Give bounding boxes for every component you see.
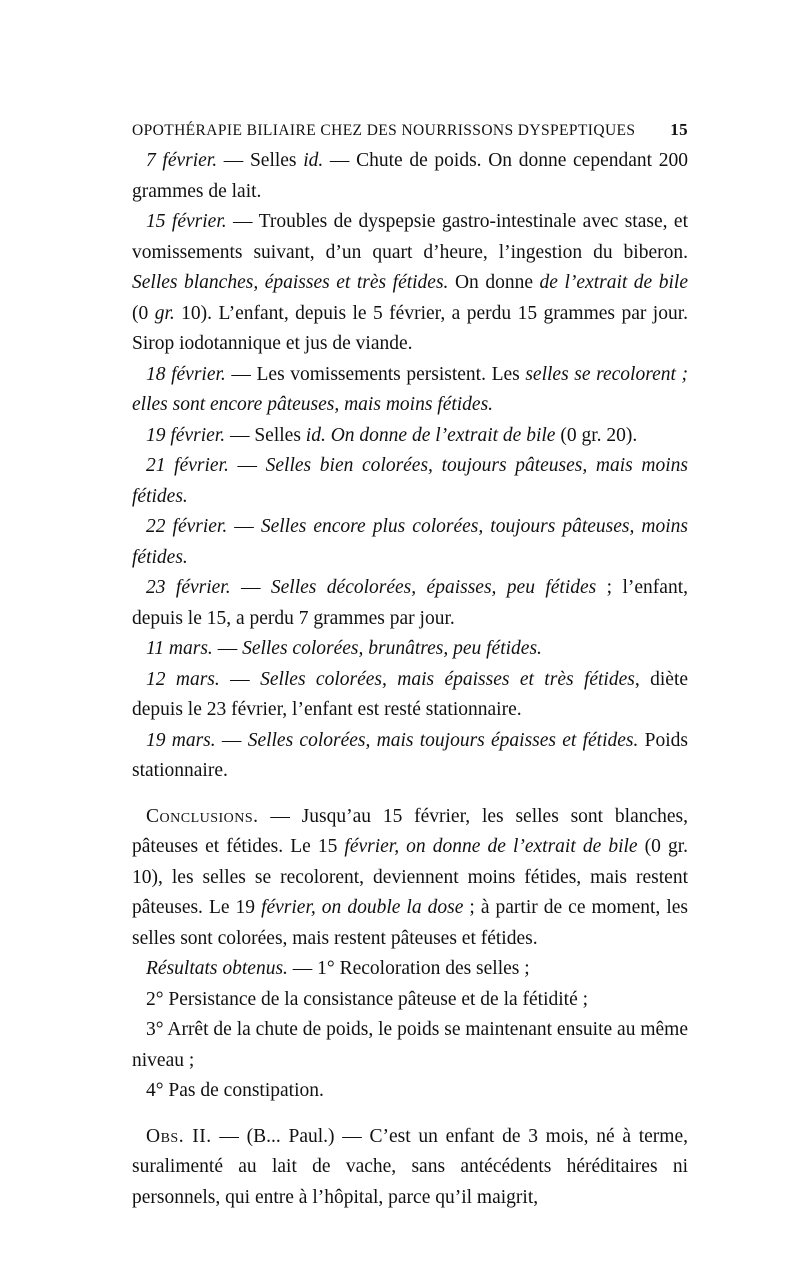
italic-run: gr.	[154, 302, 175, 324]
text-run: (0 gr. 20).	[555, 424, 638, 446]
paragraph	[132, 207, 688, 360]
italic-run: Selles encore plus colorées, toujours pâteuses, moins fétides.	[132, 516, 689, 568]
italic-run: Selles colorées, mais toujours épaisses et fétides.	[247, 729, 639, 751]
italic-run: 18 février.	[146, 363, 226, 385]
paragraph	[132, 1076, 688, 1107]
text-run: —	[215, 729, 248, 751]
running-title: OPOTHÉRAPIE BILIAIRE CHEZ DES NOURRISSONS DYSPEPTIQUES	[132, 122, 636, 139]
italic-run: selles se recolorent ; elles sont encore pâteuses, mais moins fétides.	[132, 363, 688, 415]
italic-run: 22 février.	[146, 516, 228, 537]
paragraph	[132, 146, 688, 207]
text-run: , diète depuis le 23 février, l’enfant est resté stationnaire.	[132, 668, 689, 720]
italic-run: 19 mars.	[146, 729, 216, 751]
text-run: 3° Arrêt de la chute de poids, le poids se maintenant ensuite au même niveau ;	[132, 1019, 688, 1071]
text-run: —	[212, 638, 243, 659]
small-caps-run: Conclusions.	[146, 805, 259, 827]
paragraph	[132, 665, 688, 726]
text-run: —	[219, 668, 261, 690]
italic-run: Selles décolorées, épaisses, peu fétides	[270, 577, 597, 598]
text-run: 4° Pas de constipation.	[146, 1080, 324, 1101]
body-text	[132, 146, 688, 1213]
page-number: 15	[670, 120, 688, 139]
italic-run: Selles colorées, brunâtres, peu fétides.	[242, 638, 542, 659]
text-run: — Les vomissements persistent. Les	[225, 363, 526, 385]
paragraph	[132, 421, 688, 452]
text-run: ; à partir de ce moment, les selles sont colorées, mais restent pâteuses et fétides.	[132, 897, 688, 949]
paragraph	[132, 634, 688, 665]
text-run: (0 gr. 10), les selles se recolorent, deviennent moins fétides, mais restent pâteuses. Le 19	[132, 836, 688, 918]
italic-run: Résultats obtenus.	[146, 958, 288, 979]
text-run: — Chute de poids. On donne cependant 200 grammes de lait.	[132, 150, 688, 202]
text-run: 2° Persistance de la consistance pâteuse et de la fétidité ;	[146, 988, 589, 1010]
paragraph	[132, 360, 688, 421]
paragraph	[132, 985, 688, 1016]
italic-run: id. On donne de l’extrait de bile	[305, 424, 556, 446]
small-caps-run: Obs. II.	[146, 1125, 212, 1147]
paragraph	[132, 1122, 688, 1214]
text-run: ; l’enfant, depuis le 15, a perdu 7 grammes par jour.	[132, 577, 688, 629]
italic-run: 11 mars.	[146, 638, 213, 659]
paragraph	[132, 451, 688, 512]
paragraph	[132, 954, 688, 985]
text-run: — (B... Paul.) — C’est un enfant de 3 mois, né à terme, suralimenté au lait de vache, sans antécédents héréditaires ni personnels, qui entre à l’hôpital, parce qu’il maigrit,	[132, 1125, 688, 1208]
paragraph	[132, 726, 688, 787]
text-run: — Selles	[225, 424, 306, 446]
paragraph	[132, 573, 688, 634]
italic-run: de l’extrait de bile	[539, 272, 688, 293]
text-run: 10). L’enfant, depuis le 5 février, a perdu 15 grammes par jour. Sirop iodotannique et jus de viande.	[132, 302, 688, 354]
italic-run: id.	[303, 150, 324, 171]
text-run: — Jusqu’au 15 février, les selles sont blanches, pâteuses et fétides. Le 15	[132, 805, 688, 857]
paragraph	[132, 1015, 688, 1076]
italic-run: 21 février.	[146, 455, 229, 476]
text-run: (0	[132, 302, 155, 324]
text-run: —	[230, 577, 271, 598]
text-run: Poids stationnaire.	[132, 729, 689, 781]
text-run: — 1° Recoloration des selles ;	[287, 958, 530, 979]
italic-run: 12 mars.	[146, 668, 220, 690]
italic-run: Selles colorées, mais épaisses et très fétides	[260, 668, 635, 690]
italic-run: 15 février.	[146, 211, 227, 232]
text-run: On donne	[448, 272, 540, 293]
running-header	[132, 120, 688, 140]
italic-run: Selles blanches, épaisses et très fétides.	[132, 272, 449, 293]
italic-run: 7 février.	[146, 150, 218, 171]
text-run: — Troubles de dyspepsie gastro-intestinale avec stase, et vomissements suivant, d’un quart d’heure, l’ingestion du biberon.	[132, 211, 688, 263]
paragraph	[132, 512, 688, 573]
italic-run: Selles bien colorées, toujours pâteuses, mais moins fétides.	[132, 455, 688, 507]
paragraph	[132, 802, 688, 955]
text-run: —	[228, 455, 266, 476]
italic-run: février, on donne de l’extrait de bile	[344, 836, 638, 857]
italic-run: février, on double la dose	[261, 897, 464, 918]
italic-run: 19 février.	[146, 424, 226, 446]
text-run: —	[227, 516, 261, 537]
text-run: — Selles	[217, 150, 304, 171]
italic-run: 23 février.	[146, 577, 231, 598]
